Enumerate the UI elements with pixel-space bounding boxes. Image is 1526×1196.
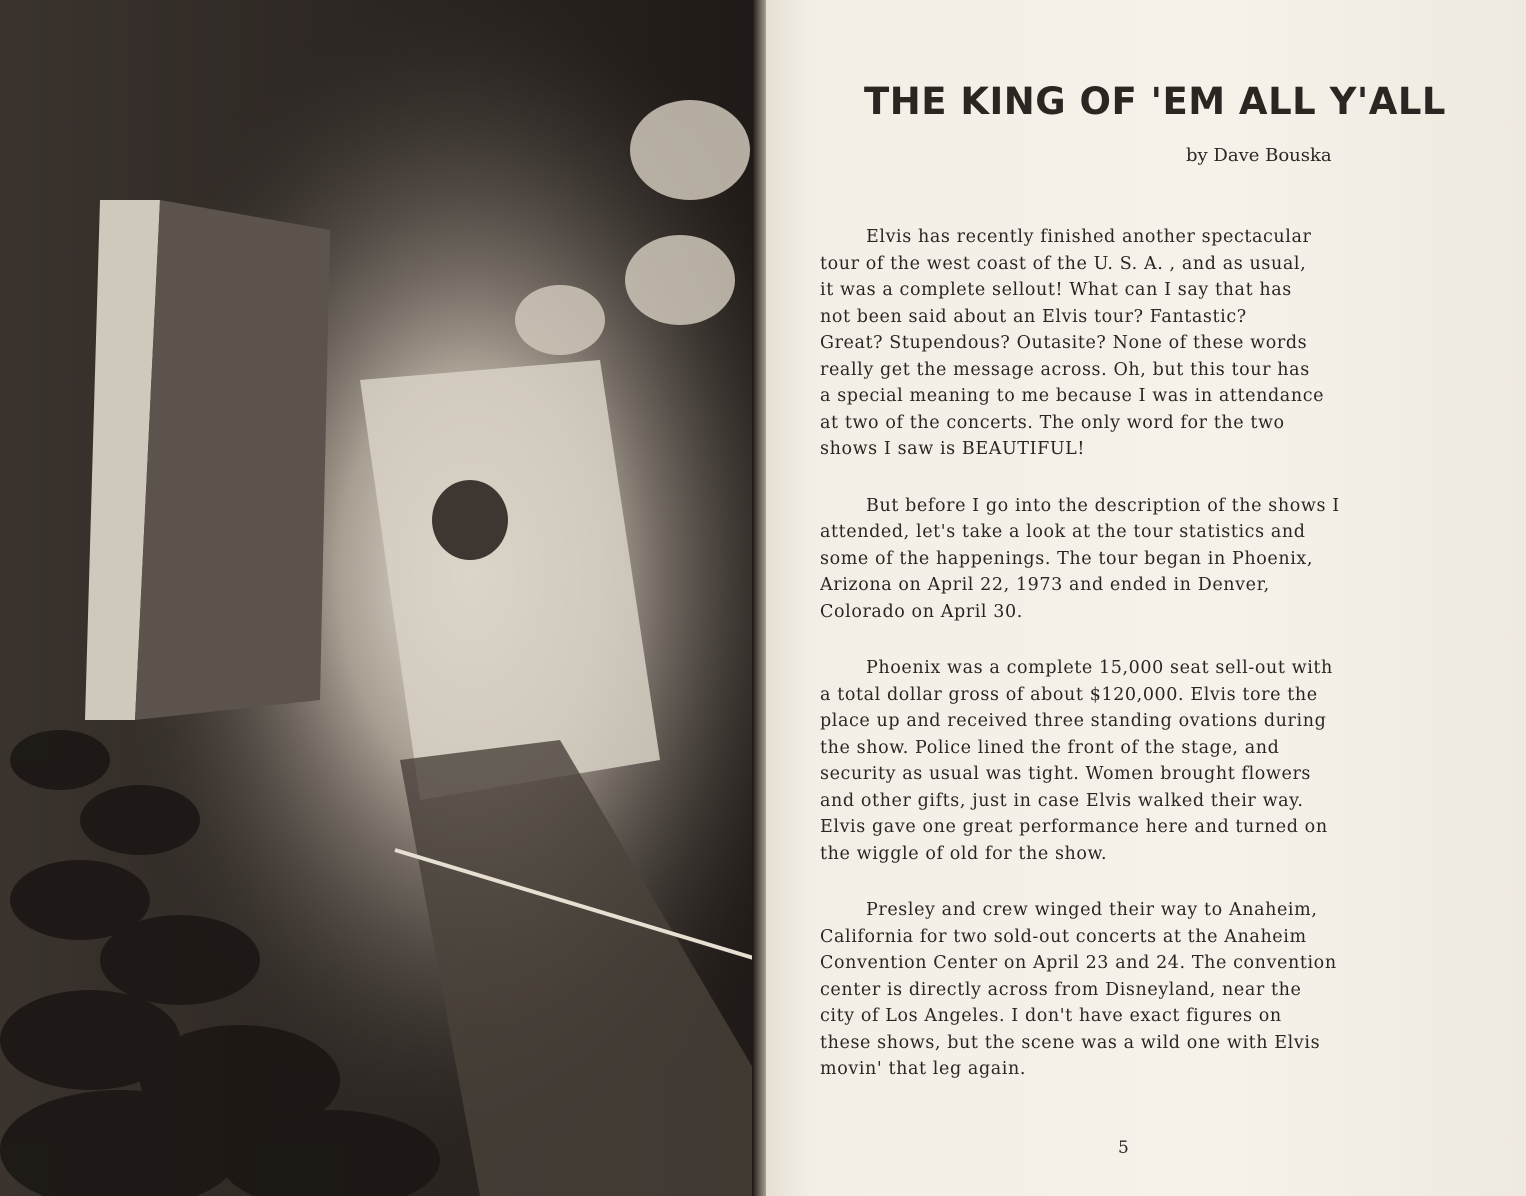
text-line: attended, let's take a look at the tour statistics and — [820, 522, 1306, 542]
article-paragraph — [820, 655, 1480, 867]
concert-photo — [0, 0, 760, 1196]
text-line: Elvis has recently finished another spectacular — [866, 227, 1312, 247]
article-paragraph — [820, 224, 1480, 463]
article-byline: by Dave Bouska — [1186, 145, 1332, 166]
article-paragraph — [820, 897, 1480, 1083]
text-line: it was a complete sellout! What can I say that has — [820, 280, 1292, 300]
text-line: a total dollar gross of about $120,000. Elvis tore the — [820, 684, 1318, 705]
text-line: and other gifts, just in case Elvis walked their way. — [820, 790, 1304, 811]
text-line: at two of the concerts. The only word for the two — [820, 412, 1285, 433]
text-line: city of Los Angeles. I don't have exact figures on — [820, 1006, 1282, 1026]
concert-photo-icon — [0, 0, 760, 1196]
text-line: movin' that leg again. — [820, 1059, 1027, 1079]
text-line: security as usual was tight. Women brought flowers — [820, 764, 1312, 784]
text-line: Arizona on April 22, 1973 and ended in Denver, — [820, 575, 1270, 595]
text-line: shows I saw is BEAUTIFUL! — [820, 439, 1086, 459]
text-line: Presley and crew winged their way to Anaheim, — [866, 900, 1318, 920]
text-line: not been said about an Elvis tour? Fantastic? — [820, 306, 1247, 327]
text-line: the wiggle of old for the show. — [820, 843, 1108, 864]
text-line: the show. Police lined the front of the stage, and — [820, 737, 1280, 758]
text-line: some of the happenings. The tour began in Phoenix, — [820, 548, 1314, 569]
text-line: But before I go into the description of the shows I — [866, 495, 1340, 516]
article-paragraph — [820, 493, 1480, 626]
text-line: center is directly across from Disneyland, near the — [820, 979, 1302, 1000]
text-line: Phoenix was a complete 15,000 seat sell-out with — [866, 658, 1333, 678]
text-line: Elvis gave one great performance here and turned on — [820, 817, 1328, 837]
text-line: Colorado on April 30. — [820, 601, 1023, 622]
article-title: THE KING OF 'EM ALL Y'ALL — [864, 80, 1447, 123]
text-line: place up and received three standing ovations during — [820, 711, 1327, 731]
text-line: really get the message across. Oh, but this tour has — [820, 359, 1310, 380]
text-line: Great? Stupendous? Outasite? None of these words — [820, 333, 1308, 353]
page-number: 5 — [1118, 1138, 1129, 1158]
article-body — [820, 224, 1480, 1113]
article-page — [766, 0, 1526, 1196]
text-line: these shows, but the scene was a wild one with Elvis — [820, 1032, 1321, 1053]
text-line: Convention Center on April 23 and 24. The convention — [820, 953, 1337, 973]
text-line: tour of the west coast of the U. S. A. , and as usual, — [820, 253, 1307, 274]
text-line: California for two sold-out concerts at the Anaheim — [820, 926, 1307, 947]
text-line: a special meaning to me because I was in attendance — [820, 386, 1325, 406]
